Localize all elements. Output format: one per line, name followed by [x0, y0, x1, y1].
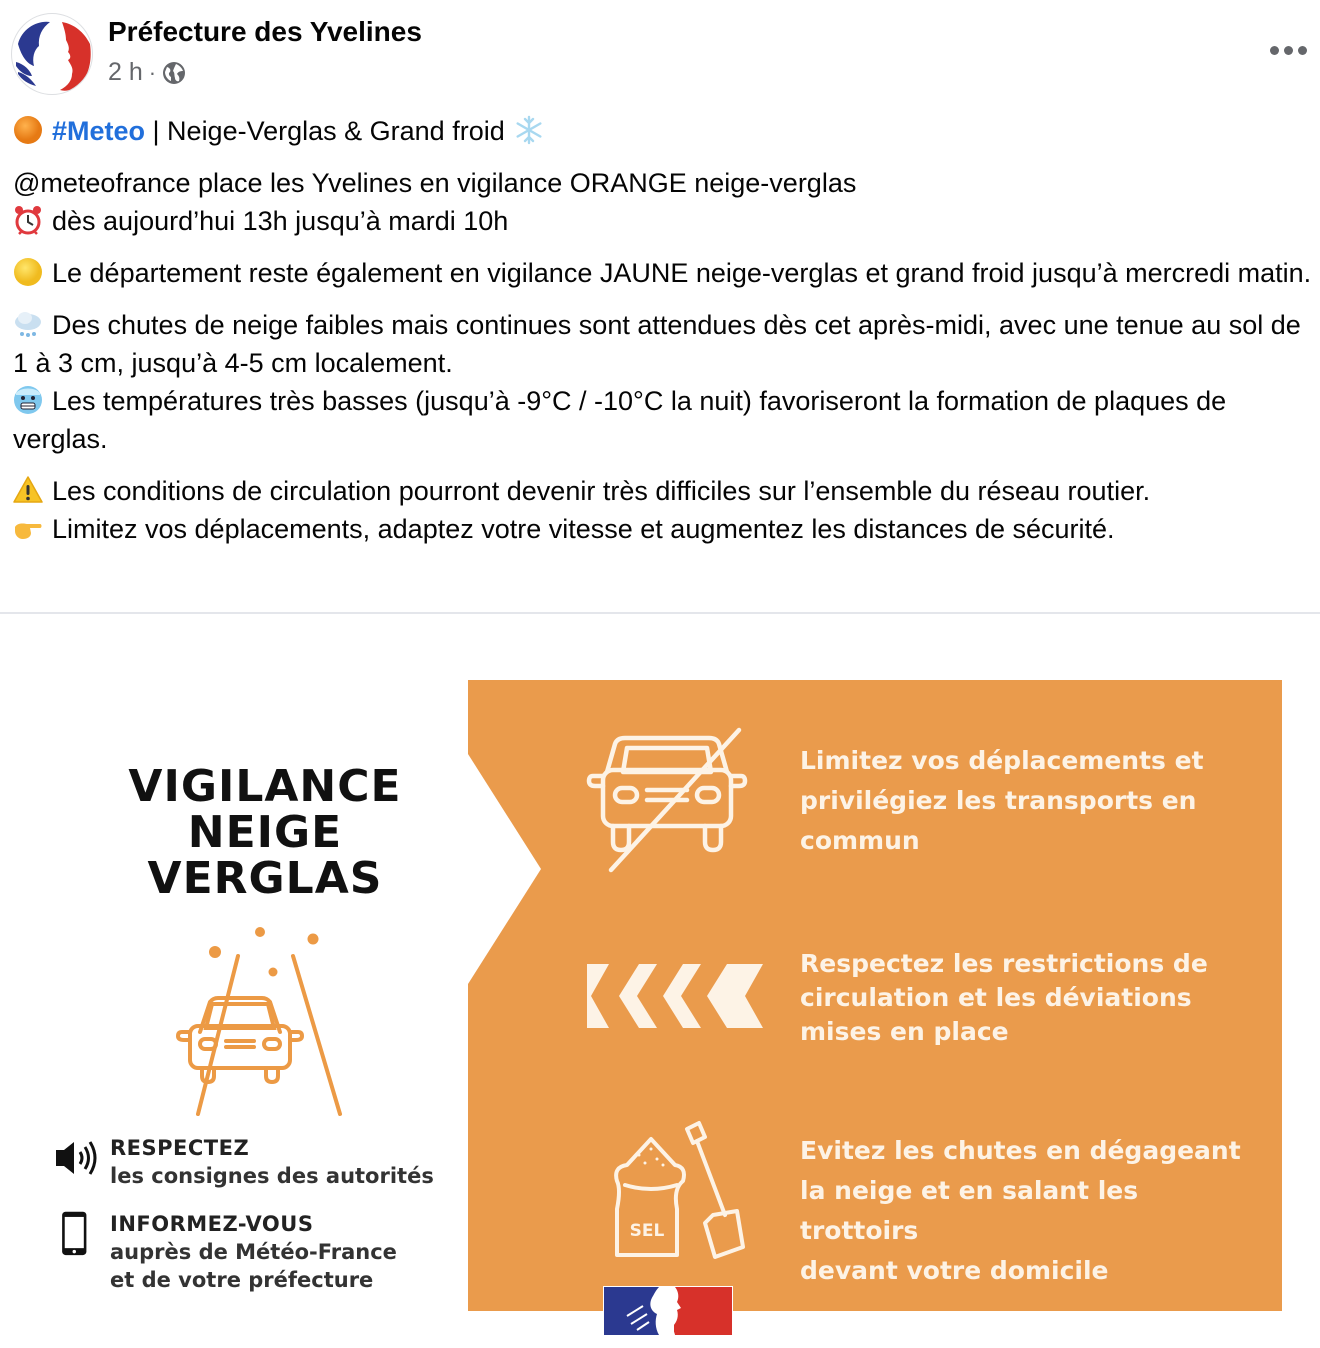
post-meta	[108, 58, 186, 87]
snowflake-icon	[514, 115, 544, 145]
advice-respectez	[52, 1134, 434, 1190]
more-options-icon	[1270, 46, 1279, 55]
tip-limitez	[800, 741, 1260, 861]
post-header	[0, 0, 1320, 105]
advice-heading: RESPECTEZ	[110, 1136, 250, 1160]
hashtag-meteo-link[interactable]: #Meteo	[52, 116, 146, 146]
detour-chevrons-icon	[587, 964, 763, 1028]
paragraph-6	[13, 510, 1320, 548]
tip-line: commun	[800, 826, 920, 855]
pointing-right-icon	[13, 513, 43, 543]
alarm-clock-icon	[13, 205, 43, 235]
no-car-icon	[585, 724, 750, 874]
paragraph-text: Le département reste également en vigilance JAUNE neige-verglas et grand froid jusqu’à mercredi matin.	[52, 258, 1312, 288]
tip-line: Respectez les restrictions de	[800, 949, 1208, 978]
cold-face-icon	[13, 385, 43, 415]
page-avatar[interactable]	[11, 13, 93, 95]
paragraph-text: Limitez vos déplacements, adaptez votre vitesse et augmentez les distances de sécurité.	[52, 514, 1115, 544]
orange-circle-icon	[13, 115, 43, 145]
tip-respectez	[800, 947, 1260, 1049]
title-line: NEIGE	[187, 807, 343, 858]
paragraph-text: Les conditions de circulation pourront devenir très difficiles sur l’ensemble du réseau routier.	[52, 476, 1151, 506]
salt-label: SEL	[629, 1221, 665, 1241]
vigilance-title	[70, 761, 460, 904]
advice-line: et de votre préfecture	[110, 1268, 374, 1292]
tip-line: privilégiez les transports en	[800, 786, 1197, 815]
page-name-link[interactable]: Préfecture des Yvelines	[108, 16, 422, 47]
globe-icon[interactable]	[162, 61, 186, 85]
more-options-button[interactable]	[1266, 40, 1310, 60]
advice-line: les consignes des autorités	[110, 1164, 434, 1188]
advice-informez	[52, 1210, 397, 1294]
republique-francaise-logo-icon	[603, 1286, 733, 1336]
post-title-line	[13, 112, 1320, 150]
tip-line: mises en place	[800, 1017, 1009, 1046]
salt-bag-shovel-icon	[605, 1119, 750, 1264]
post-timestamp[interactable]: 2 h	[108, 58, 143, 86]
more-dot	[1298, 46, 1307, 55]
marianne-logo-icon	[12, 14, 93, 95]
yellow-circle-icon	[13, 257, 43, 287]
paragraph-1	[13, 202, 1320, 240]
advice-line: auprès de Météo-France	[110, 1240, 397, 1264]
panel-arrow-notch	[468, 754, 541, 984]
paragraph-2	[13, 254, 1320, 292]
more-dot	[1284, 46, 1293, 55]
paragraph-5	[13, 472, 1320, 510]
snowy-road-car-icon	[170, 924, 370, 1124]
paragraph-text: Les températures très basses (jusqu’à -9°C / -10°C la nuit) favoriseront la formation de plaques de verglas.	[13, 386, 1227, 454]
warning-icon	[13, 475, 43, 505]
tip-evitez	[800, 1131, 1260, 1291]
title-line: VERGLAS	[147, 853, 383, 904]
paragraph-text: Des chutes de neige faibles mais continues sont attendues dès cet après-midi, avec une tenue au sol de 1 à 3 cm, jusqu’à 4-5 cm localement.	[13, 310, 1301, 378]
post-body	[13, 112, 1320, 548]
speaker-icon	[52, 1134, 100, 1182]
title-text: | Neige-Verglas & Grand froid	[145, 116, 513, 146]
paragraph-text: dès aujourd’hui 13h jusqu’à mardi 10h	[52, 206, 509, 236]
meta-separator: ·	[148, 59, 157, 85]
paragraph-0	[13, 164, 1320, 202]
tip-line: devant votre domicile	[800, 1256, 1109, 1285]
paragraph-4	[13, 382, 1320, 458]
tip-line: Limitez vos déplacements et	[800, 746, 1204, 775]
cloud-with-snow-icon	[13, 309, 43, 339]
advice-heading: INFORMEZ-VOUS	[110, 1212, 314, 1236]
post-image-infographic[interactable]	[0, 614, 1320, 1348]
tip-line: la neige et en salant les trottoirs	[800, 1176, 1139, 1245]
title-line: VIGILANCE	[128, 761, 402, 812]
tip-line: circulation et les déviations	[800, 983, 1192, 1012]
tip-line: Evitez les chutes en dégageant	[800, 1136, 1241, 1165]
smartphone-icon	[52, 1210, 100, 1262]
paragraph-3	[13, 306, 1320, 382]
paragraph-text: @meteofrance place les Yvelines en vigilance ORANGE neige-verglas	[13, 168, 857, 198]
